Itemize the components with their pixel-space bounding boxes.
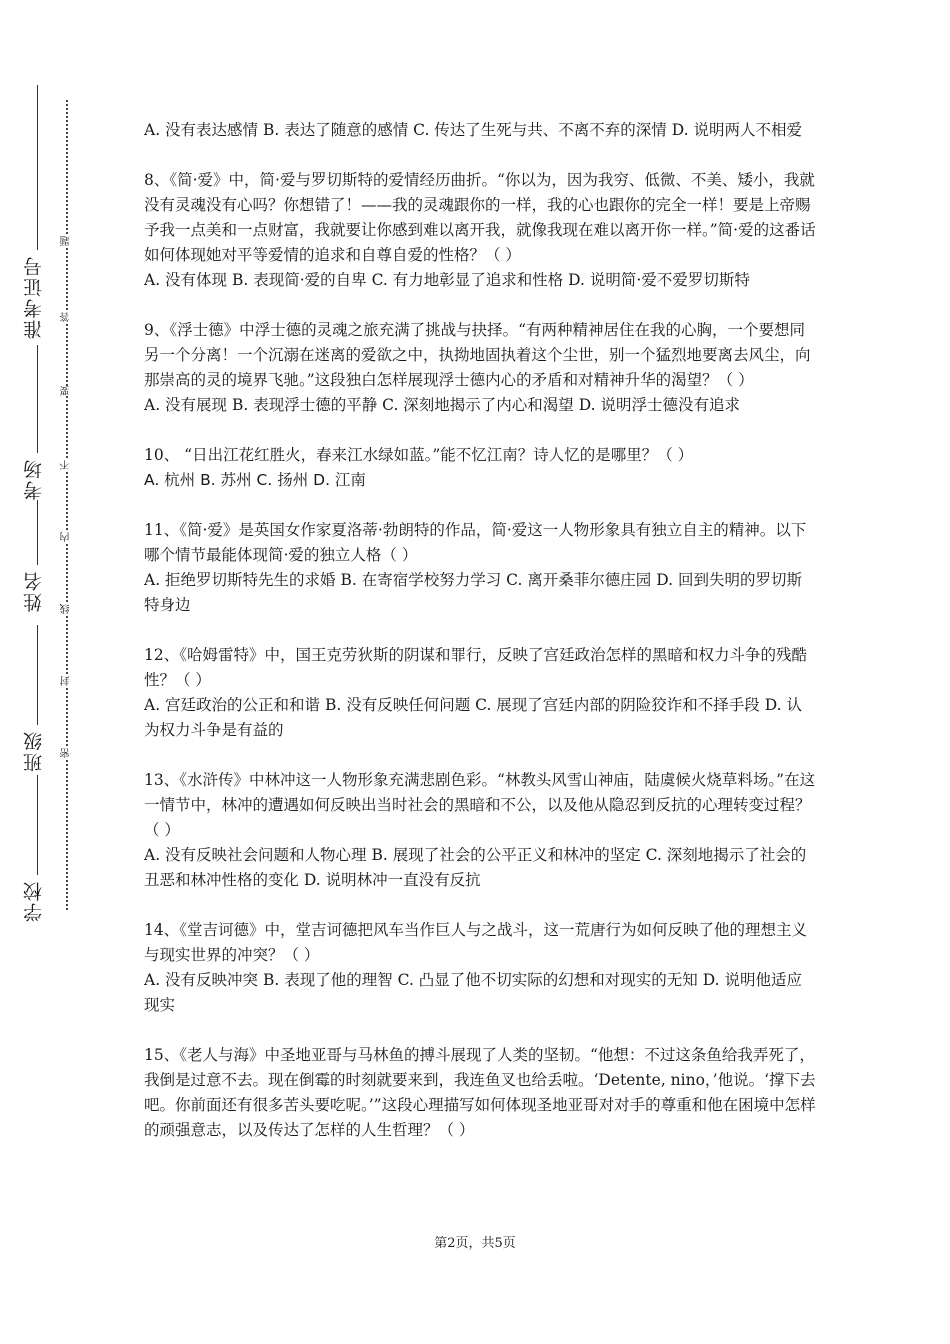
question-options: A. 没有反映社会问题和人物心理 B. 展现了社会的公平正义和林冲的坚定 C. 深刻地揭示了社会的丑恶和林冲性格的变化 D. 说明林冲一直没有反抗 bbox=[144, 846, 807, 889]
question-stem: 13、《水浒传》中林冲这一人物形象充满悲剧色彩。“林教头风雪山神庙，陆虞候火烧草料场。”在这一情节中，林冲的遭遇如何反映出当时社会的黑暗和不公，以及他从隐忍到反抗的心理转变过程？（ ） bbox=[144, 771, 816, 839]
field-label-kaochang: 考场 bbox=[23, 458, 45, 500]
field-label-xingming: 姓名 bbox=[23, 570, 45, 612]
question-7-options bbox=[144, 118, 816, 143]
question-options: A. 杭州 B. 苏州 C. 扬州 D. 江南 bbox=[144, 471, 366, 489]
seal-char-yao: 要 bbox=[61, 386, 72, 396]
underline-zhunkaozheng bbox=[37, 85, 38, 250]
field-label-zhunkaozheng: 准考证号 bbox=[23, 255, 45, 339]
underline-kaochang bbox=[37, 345, 38, 453]
question-11 bbox=[144, 518, 816, 618]
underline-xuexiao bbox=[37, 775, 38, 875]
question-14 bbox=[144, 918, 816, 1018]
field-label-xuexiao: 学校 bbox=[23, 880, 45, 922]
seal-char-feng: 封 bbox=[61, 676, 72, 686]
question-13 bbox=[144, 768, 816, 893]
seal-char-bu: 不 bbox=[61, 460, 72, 470]
question-content bbox=[144, 118, 816, 1168]
question-stem: 12、《哈姆雷特》中，国王克劳狄斯的阴谋和罪行，反映了宫廷政治怎样的黑暗和权力斗争的残酷性？（ ） bbox=[144, 646, 807, 689]
question-10 bbox=[144, 443, 816, 493]
seal-char-ti: 题 bbox=[61, 236, 72, 246]
question-stem: 9、《浮士德》中浮士德的灵魂之旅充满了挑战与抉择。“有两种精神居住在我的心胸，一个要想同另一个分离！一个沉溺在迷离的爱欲之中，执拗地固执着这个尘世，别一个猛烈地要离去风尘，向那崇高的灵的境界飞驰。”这段独白怎样展现浮士德内心的矛盾和对精神升华的渴望？（ ） bbox=[144, 321, 811, 389]
question-options: A. 没有展现 B. 表现浮士德的平静 C. 深刻地揭示了内心和渴望 D. 说明浮士德没有追求 bbox=[144, 396, 740, 414]
question-stem: 8、《简·爱》中，简·爱与罗切斯特的爱情经历曲折。“你以为，因为我穷、低微、不美、矮小，我就没有灵魂没有心吗？你想错了！——我的灵魂跟你的一样，我的心也跟你的完全一样！要是上帝赐予我一点美和一点财富，我就要让你感到难以离开我，就像我现在难以离开你一样。”简·爱的这番话如何体现她对平等爱情的追求和自尊自爱的性格？（ ） bbox=[144, 171, 816, 264]
underline-banji bbox=[37, 625, 38, 725]
seal-char-da: 答 bbox=[61, 312, 72, 322]
question-stem: 10、 “日出江花红胜火，春来江水绿如蓝。”能不忆江南？诗人忆的是哪里？（ ） bbox=[144, 446, 694, 464]
question-stem: 11、《简·爱》是英国女作家夏洛蒂·勃朗特的作品，简·爱这一人物形象具有独立自主的精神。以下哪个情节最能体现简·爱的独立人格（ ） bbox=[144, 521, 807, 564]
question-8 bbox=[144, 168, 816, 293]
seal-char-mi: 密 bbox=[61, 748, 72, 758]
seal-dotted-line bbox=[66, 100, 68, 910]
question-stem: 15、《老人与海》中圣地亚哥与马林鱼的搏斗展现了人类的坚韧。“他想：不过这条鱼给我弄死了，我倒是过意不去。现在倒霉的时刻就要来到，我连鱼叉也给丢啦。‘Detente, nino，’他说。‘撑下去吧。你前面还有很多苦头要吃呢。’”这段心理描写如何体现圣地亚哥对对手的尊重和他在困境中怎样的顽强意志，以及传达了怎样的人生哲理？（ ） bbox=[144, 1046, 816, 1139]
question-options: A. 宫廷政治的公正和和谐 B. 没有反映任何问题 C. 展现了宫廷内部的阴险狡诈和不择手段 D. 认为权力斗争是有益的 bbox=[144, 696, 802, 739]
question-options: A. 没有体现 B. 表现简·爱的自卑 C. 有力地彰显了追求和性格 D. 说明简·爱不爱罗切斯特 bbox=[144, 271, 750, 289]
underline-xingming bbox=[37, 500, 38, 565]
seal-char-xian: 线 bbox=[61, 604, 72, 614]
question-options: A. 没有表达感情 B. 表达了随意的感情 C. 传达了生死与共、不离不弃的深情 D. 说明两人不相爱 bbox=[144, 121, 802, 139]
question-stem: 14、《堂吉诃德》中，堂吉诃德把风车当作巨人与之战斗，这一荒唐行为如何反映了他的理想主义与现实世界的冲突？（ ） bbox=[144, 921, 807, 964]
question-15 bbox=[144, 1043, 816, 1143]
question-options: A. 没有反映冲突 B. 表现了他的理智 C. 凸显了他不切实际的幻想和对现实的无知 D. 说明他适应现实 bbox=[144, 971, 802, 1014]
question-9 bbox=[144, 318, 816, 418]
page-footer: 第2页，共5页 bbox=[434, 1236, 516, 1251]
question-options: A. 拒绝罗切斯特先生的求婚 B. 在寄宿学校努力学习 C. 离开桑菲尔德庄园 D. 回到失明的罗切斯特身边 bbox=[144, 571, 802, 614]
field-label-banji: 班级 bbox=[23, 730, 45, 772]
question-12 bbox=[144, 643, 816, 743]
seal-char-nei: 内 bbox=[61, 532, 72, 542]
